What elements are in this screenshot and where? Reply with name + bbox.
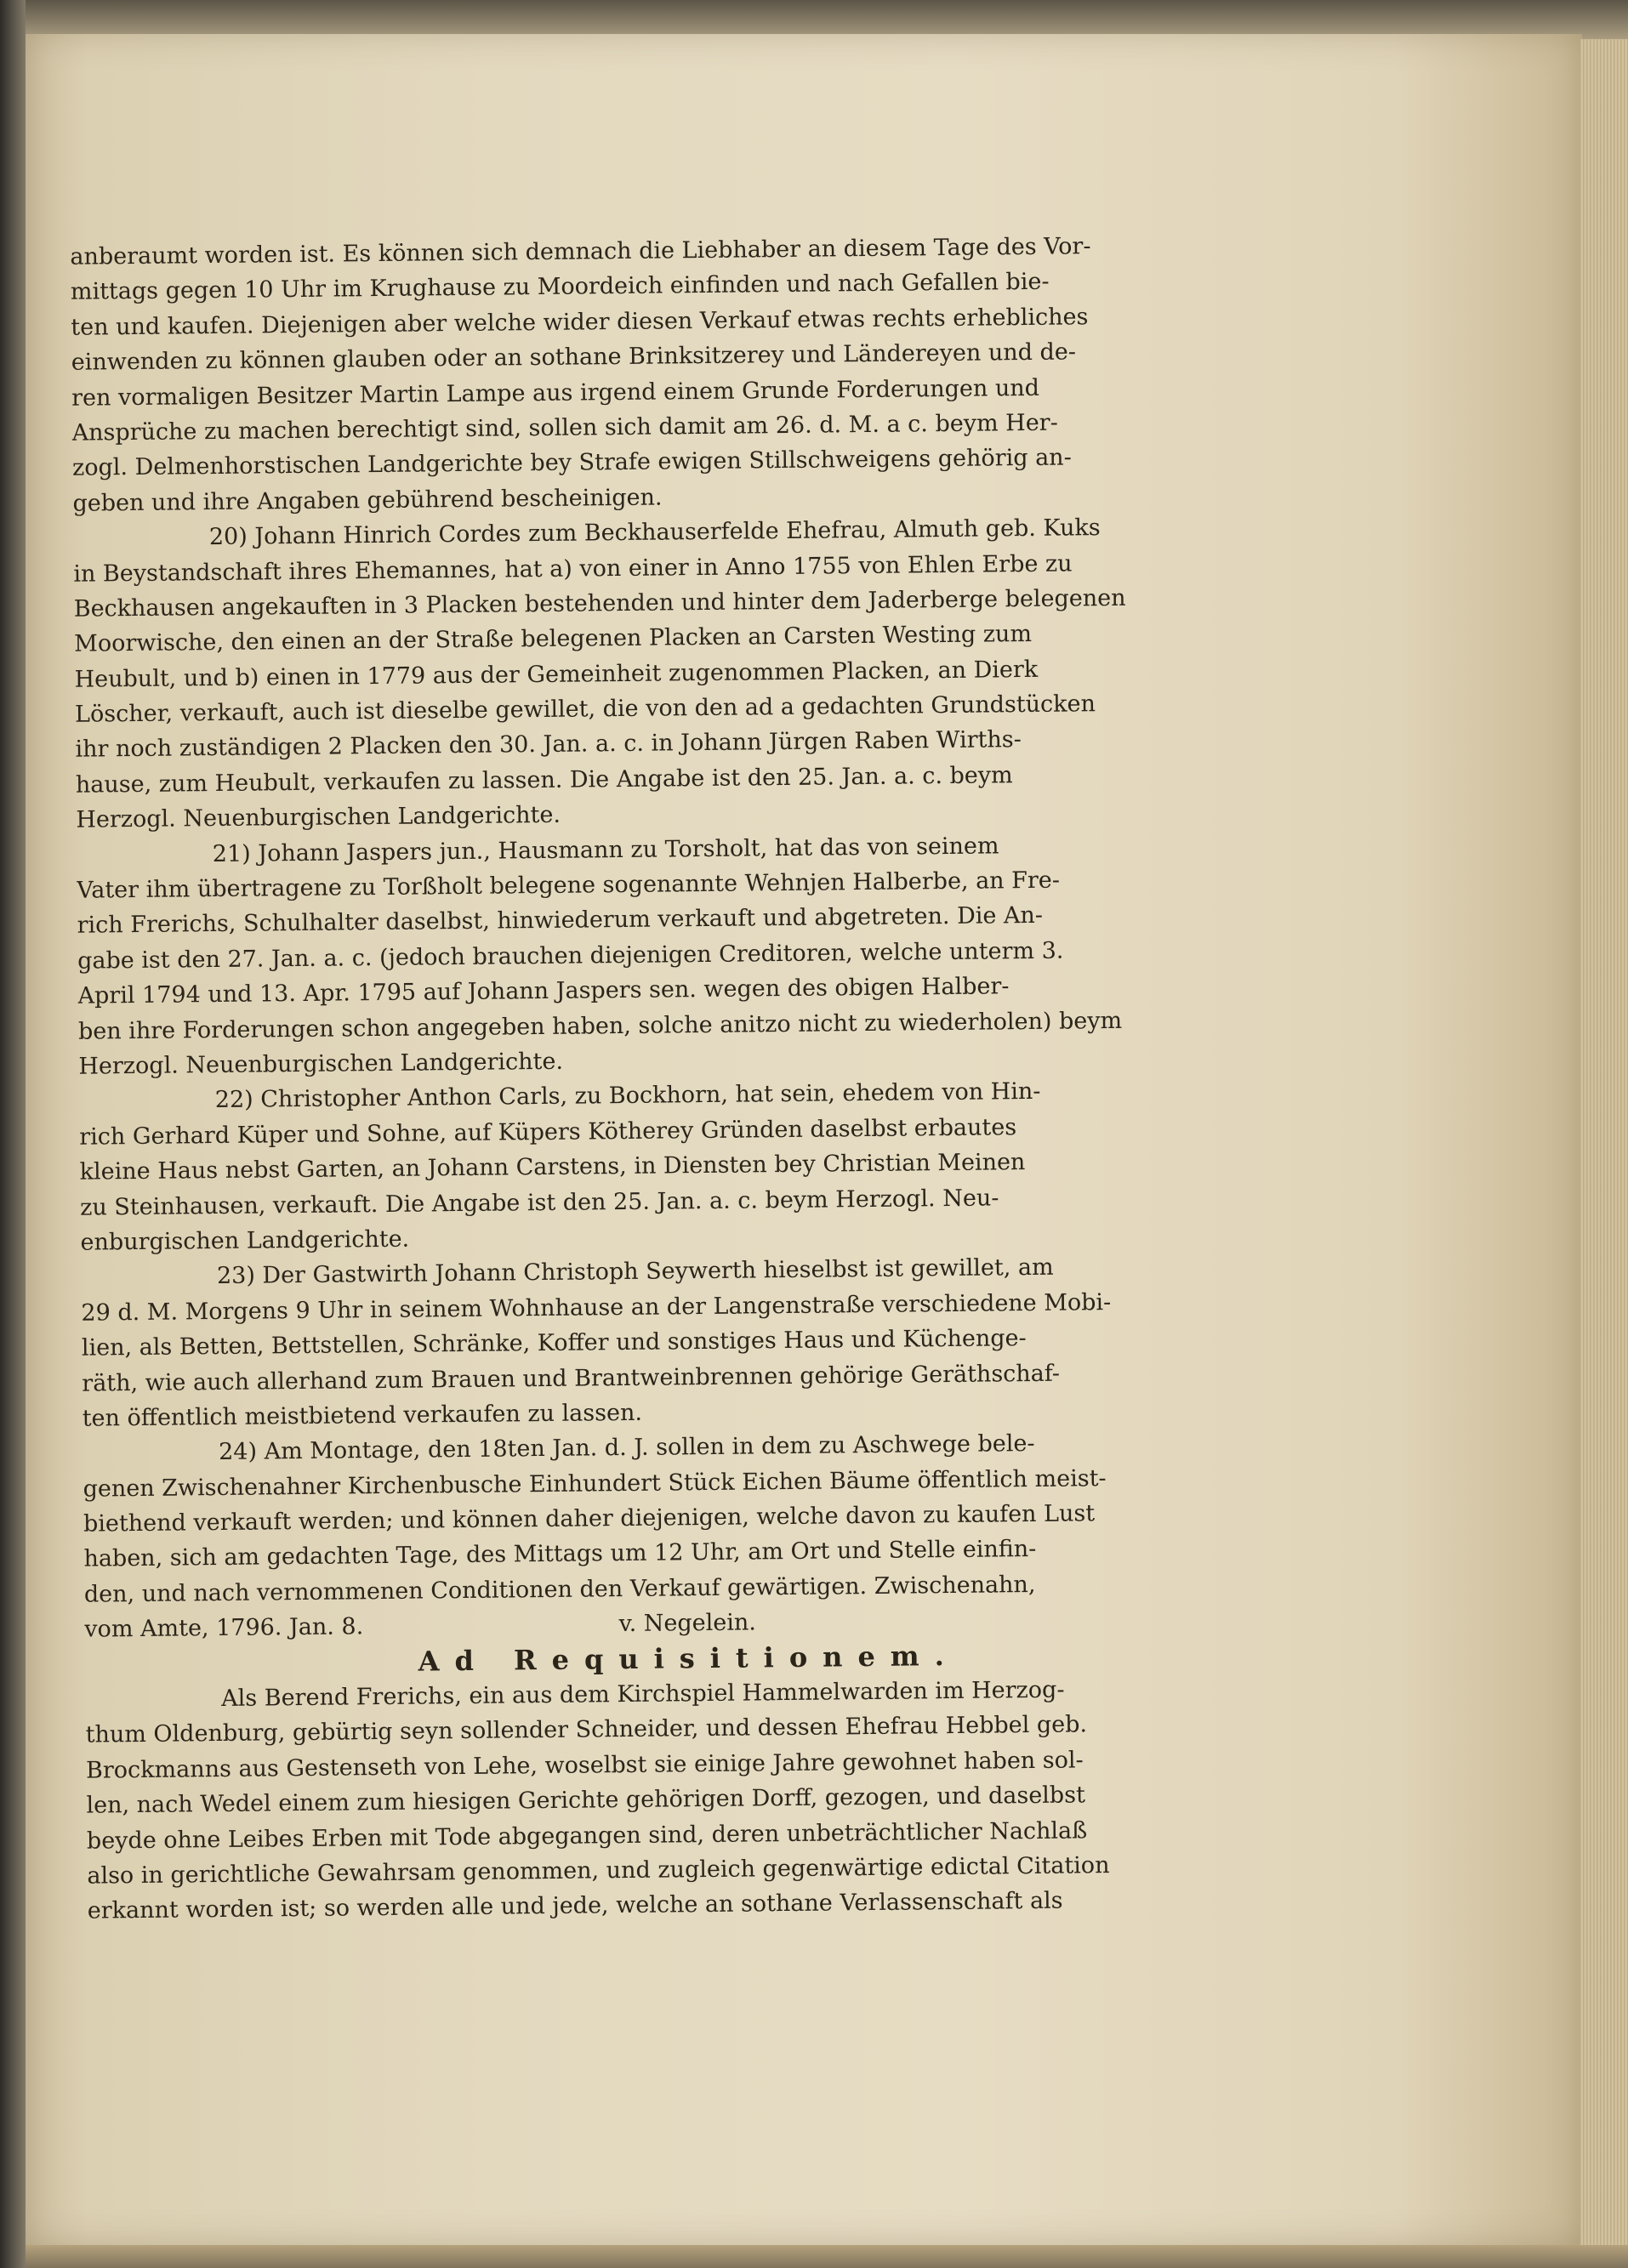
text-line: Ansprüche zu machen berechtigt sind, sollen sich damit am 26. d. M. a c. beym Her-: [71, 409, 1058, 446]
text-line: ben ihre Forderungen schon angegeben haben, solche anitzo nicht zu wiederholen) beym: [77, 1007, 1123, 1045]
text-line: rich Gerhard Küper und Sohne, auf Küpers Kötherey Gründen daselbst erbautes: [79, 1113, 1017, 1151]
text-line: vom Amte, 1796. Jan. 8. v. Negelein.: [84, 1609, 757, 1643]
text-line: anberaumt worden ist. Es können sich demnach die Liebhaber an diesem Tage des Vor-: [70, 233, 1091, 270]
text-line: enburgischen Landgerichte.: [80, 1225, 410, 1256]
text-line: also in gerichtliche Gewahrsam genommen, und zugleich gegenwärtige edictal Citation: [87, 1852, 1110, 1890]
text-line: ten und kaufen. Diejenigen aber welche wider diesen Verkauf etwas rechts erhebliches: [71, 304, 1089, 341]
text-line: ren vormaligen Besitzer Martin Lampe aus irgend einem Grunde Forderungen und: [71, 374, 1040, 412]
text-line: 22) Christopher Anthon Carls, zu Bockhorn, hat sein, ehedem von Hin-: [214, 1078, 1041, 1114]
text-line: Herzogl. Neuenburgischen Landgerichte.: [78, 1048, 564, 1080]
text-line: Vater ihm übertragene zu Torßholt belegene sogenannte Wehnjen Halberbe, an Fre-: [77, 867, 1061, 904]
text-line: April 1794 und 13. Apr. 1795 auf Johann Jaspers sen. wegen des obigen Halber-: [77, 973, 1010, 1009]
text-line: zu Steinhausen, verkauft. Die Angabe ist den 25. Jan. a. c. beym Herzogl. Neu-: [79, 1184, 999, 1221]
text-line: genen Zwischenahner Kirchenbusche Einhundert Stück Eichen Bäume öffentlich meist-: [83, 1464, 1107, 1503]
text-line: haben, sich am gedachten Tage, des Mittags um 12 Uhr, am Ort und Stelle einfin-: [83, 1536, 1037, 1573]
text-line: rich Frerichs, Schulhalter daselbst, hinwiederum verkauft und abgetreten. Die An-: [77, 902, 1044, 940]
text-line: mittags gegen 10 Uhr im Krughause zu Moordeich einfinden und nach Gefallen bie-: [70, 269, 1050, 306]
text-line: Herzogl. Neuenburgischen Landgerichte.: [76, 802, 561, 833]
page-fore-edge: [1580, 39, 1628, 2245]
text-line: ihr noch zuständigen 2 Placken den 30. Jan. a. c. in Johann Jürgen Raben Wirths-: [75, 726, 1022, 764]
text-line: Als Berend Frerichs, ein aus dem Kirchspiel Hammelwarden im Herzog-: [221, 1676, 1065, 1713]
text-line: hause, zum Heubult, verkaufen zu lassen. Die Angabe ist den 25. Jan. a. c. beym: [75, 762, 1013, 799]
text-line: einwenden zu können glauben oder an sothane Brinksitzerey und Ländereyen und de-: [71, 338, 1077, 376]
text-line: biethend verkauft werden; und können daher diejenigen, welche davon zu kaufen Lust: [83, 1500, 1096, 1538]
text-line: Beckhausen angekauften in 3 Placken bestehenden und hinter dem Jaderberge belegenen: [73, 584, 1126, 622]
text-line: 29 d. M. Morgens 9 Uhr in seinem Wohnhause an der Langenstraße verschiedene Mobi-: [81, 1288, 1112, 1327]
text-line: gabe ist den 27. Jan. a. c. (jedoch brauchen diejenigen Creditoren, welche unterm 3.: [77, 937, 1064, 975]
text-line: in Beystandschaft ihres Ehemannes, hat a) von einer in Anno 1755 von Ehlen Erbe zu: [73, 549, 1073, 588]
text-line: Heubult, und b) einen in 1779 aus der Gemeinheit zugenommen Placken, an Dierk: [74, 656, 1039, 693]
text-line: lien, als Betten, Bettstellen, Schränke, Koffer und sonstiges Haus und Küchenge-: [81, 1325, 1027, 1361]
text-line: erkannt worden ist; so werden alle und jede, welche an sothane Verlassenschaft als: [87, 1888, 1063, 1925]
text-line: Löscher, verkauft, auch ist dieselbe gewillet, die von den ad a gedachten Grundstücken: [74, 691, 1096, 728]
page-bottom-edge: [26, 2245, 1628, 2268]
text-line: kleine Haus nebst Garten, an Johann Carstens, in Diensten bey Christian Meinen: [79, 1149, 1026, 1185]
body-text: [70, 227, 1295, 1930]
text-line: beyde ohne Leibes Erben mit Tode abgegangen sind, deren unbeträchtlicher Nachlaß: [86, 1816, 1088, 1855]
text-line: 20) Johann Hinrich Cordes zum Beckhauserfelde Ehefrau, Almuth geb. Kuks: [208, 514, 1101, 551]
text-line: zogl. Delmenhorstischen Landgerichte bey Strafe ewigen Stillschweigens gehörig an-: [71, 444, 1072, 482]
text-line: thum Oldenburg, gebürtig seyn sollender Schneider, und dessen Ehefrau Hebbel geb.: [85, 1711, 1088, 1749]
text-line: Moorwische, den einen an der Straße belegenen Placken an Carsten Westing zum: [74, 621, 1033, 658]
section-heading: Ad Requisitionem.: [418, 1639, 959, 1678]
text-line: den, und nach vernommenen Conditionen den Verkauf gewärtigen. Zwischenahn,: [83, 1571, 1036, 1608]
text-line: 24) Am Montage, den 18ten Jan. d. J. sollen in dem zu Aschwege bele-: [219, 1430, 1035, 1466]
text-line: len, nach Wedel einem zum hiesigen Gerichte gehörigen Dorff, gezogen, und daselbst: [86, 1782, 1086, 1819]
text-line: Brockmanns aus Gestenseth von Lehe, woselbst sie einige Jahre gewohnet haben sol-: [85, 1747, 1084, 1784]
text-line: geben und ihre Angaben gebührend bescheinigen.: [72, 484, 663, 517]
text-line: ten öffentlich meistbietend verkaufen zu lassen.: [82, 1399, 643, 1432]
text-line: räth, wie auch allerhand zum Brauen und Brantweinbrennen gehörige Geräthschaf-: [82, 1360, 1061, 1397]
text-line: 23) Der Gastwirth Johann Christoph Seywerth hieselbst ist gewillet, am: [216, 1254, 1054, 1290]
text-line: 21) Johann Jaspers jun., Hausmann zu Torsholt, hat das von seinem: [212, 833, 999, 867]
